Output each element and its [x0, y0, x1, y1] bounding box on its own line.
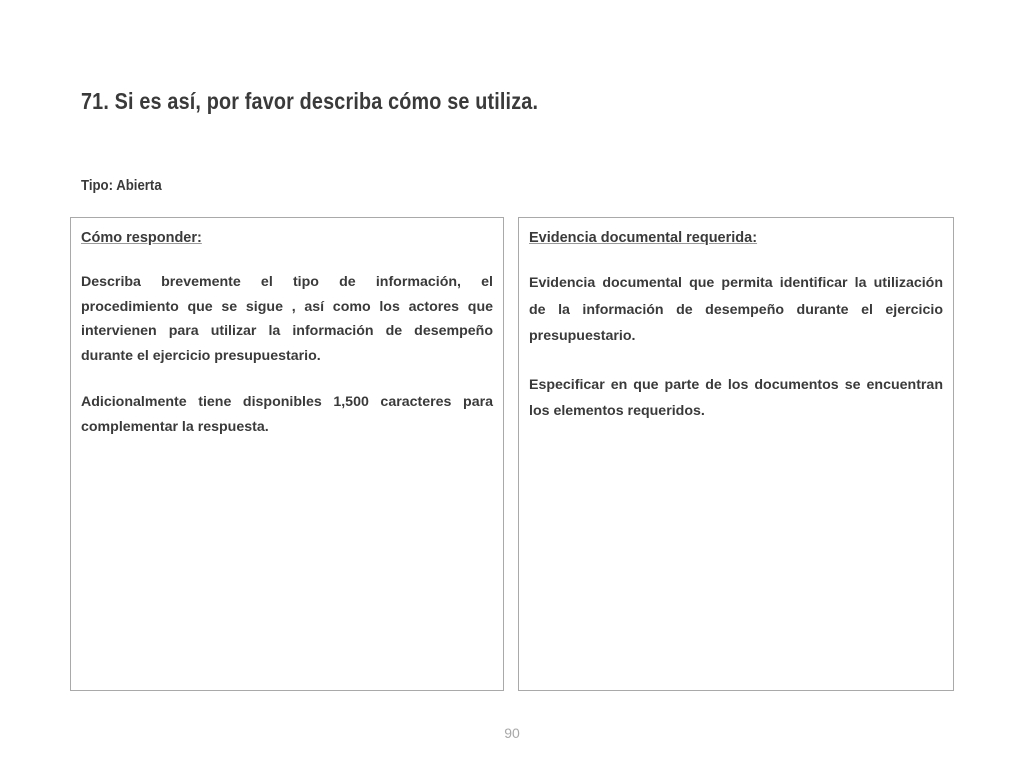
page-number: 90 — [504, 725, 520, 741]
required-evidence-box — [518, 217, 954, 691]
how-to-answer-paragraph: Adicionalmente tiene disponibles 1,500 caracteres para complementar la respuesta. — [81, 394, 493, 435]
required-evidence-paragraph: Especificar en que parte de los documentos se encuentran los elementos requeridos. — [529, 376, 943, 419]
how-to-answer-heading: Cómo responder: — [81, 230, 202, 246]
required-evidence-heading: Evidencia documental requerida: — [529, 230, 758, 246]
how-to-answer-box — [70, 217, 504, 691]
question-type-label: Tipo: Abierta — [81, 177, 162, 194]
required-evidence-paragraph: Evidencia documental que permita identificar la utilización de la información de desempeño durante el ejercicio presupuestario. — [529, 275, 943, 344]
question-title: 71. Si es así, por favor describa cómo se utiliza. — [81, 88, 539, 114]
how-to-answer-paragraph: Describa brevemente el tipo de información, el procedimiento que se sigue , así como los actores que intervienen para utilizar la información de desempeño durante el ejercicio presupuestario. — [81, 274, 493, 364]
